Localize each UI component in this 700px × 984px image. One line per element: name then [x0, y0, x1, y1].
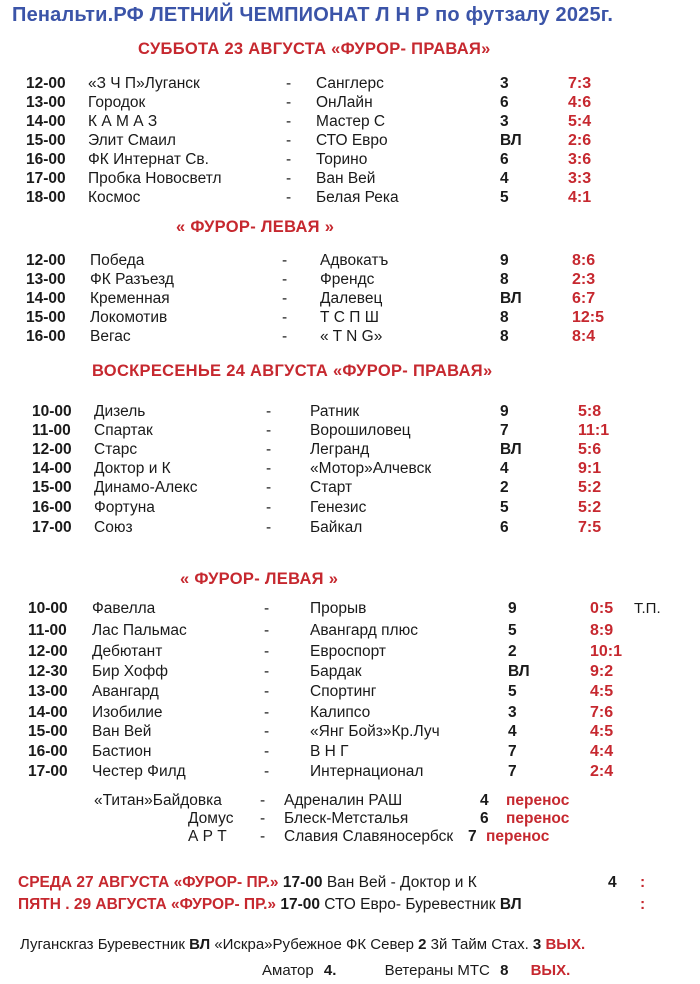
- away-team: Спортинг: [310, 683, 377, 700]
- dash: -: [286, 75, 292, 92]
- home-team: Городок: [88, 94, 146, 111]
- referee: 6: [500, 151, 509, 168]
- referee: ВЛ: [500, 441, 522, 458]
- away-team: В Н Г: [310, 743, 349, 760]
- away-team: Байкал: [310, 519, 363, 536]
- home-team: «З Ч П»Луганск: [88, 75, 200, 92]
- score: 2:6: [568, 132, 592, 149]
- dash: -: [266, 519, 272, 536]
- match-row: [0, 479, 700, 498]
- score: 5:2: [578, 499, 602, 516]
- dash: -: [266, 422, 272, 439]
- match-row: [0, 403, 700, 422]
- home-team: ФК Интернат Св.: [88, 151, 209, 168]
- match-row: [0, 723, 700, 742]
- away-team: Адвокатъ: [320, 252, 389, 269]
- home-team: Фавелла: [92, 600, 156, 617]
- referee: 6: [500, 519, 509, 536]
- match-time: 17-00: [26, 170, 66, 187]
- footer-line: [20, 936, 585, 953]
- home-team: Дизель: [94, 403, 146, 420]
- dash: -: [266, 479, 272, 496]
- score: 9:1: [578, 460, 602, 477]
- home-team: Бир Хофф: [92, 663, 169, 680]
- match-row: [0, 743, 700, 762]
- score: 4:4: [590, 743, 614, 760]
- home-team: Честер Филд: [92, 763, 186, 780]
- dash: -: [282, 328, 288, 345]
- score: 5:6: [578, 441, 602, 458]
- away-team: СТО Евро: [316, 132, 388, 149]
- match-time: 15-00: [26, 309, 66, 326]
- dash: -: [264, 704, 270, 721]
- dash: -: [264, 683, 270, 700]
- home-team: Доктор и К: [94, 460, 171, 477]
- score: 4:5: [590, 723, 614, 740]
- home-team: Старс: [94, 441, 138, 458]
- dash: -: [282, 290, 288, 307]
- dash: -: [286, 151, 292, 168]
- referee: 9: [500, 252, 509, 269]
- dash: -: [264, 743, 270, 760]
- referee: 7: [508, 763, 517, 780]
- footer-status: ВЫХ.: [530, 962, 571, 979]
- match-time: 12-00: [26, 252, 66, 269]
- upcoming-match: [18, 896, 646, 914]
- away-team: «Янг Бойз»Кр.Луч: [310, 723, 440, 740]
- away-team: Санглерс: [316, 75, 384, 92]
- match-time: 13-00: [26, 271, 66, 288]
- referee: 4: [508, 723, 517, 740]
- score: 5:8: [578, 403, 602, 420]
- home-team: Локомотив: [90, 309, 168, 326]
- dash: -: [260, 810, 266, 827]
- score: 4:5: [590, 683, 614, 700]
- upcoming-time: 17-00: [280, 896, 320, 913]
- match-row: [0, 643, 700, 662]
- away-team: Блеск-Метсталья: [284, 810, 409, 827]
- upcoming-time: 17-00: [282, 874, 323, 891]
- score: 2:4: [590, 763, 614, 780]
- referee: 5: [500, 499, 509, 516]
- dash: -: [282, 252, 288, 269]
- score: 3:6: [568, 151, 592, 168]
- match-time: 17-00: [28, 763, 68, 780]
- score: 11:1: [578, 422, 610, 439]
- dash: -: [264, 763, 270, 780]
- referee: 3: [508, 704, 517, 721]
- referee: 8: [500, 328, 509, 345]
- status: перенос: [506, 810, 570, 827]
- referee: 5: [508, 622, 517, 639]
- home-team: ФК Разъезд: [90, 271, 174, 288]
- score: 7:3: [568, 75, 592, 92]
- match-row: [0, 663, 700, 682]
- upcoming-teams: СТО Евро- Буревестник: [324, 896, 496, 913]
- footer-ref: 3: [532, 936, 542, 953]
- score: 10:1: [590, 643, 623, 660]
- score: 9:2: [590, 663, 614, 680]
- match-time: 16-00: [28, 743, 68, 760]
- score: 8:6: [572, 252, 596, 269]
- away-team: Белая Река: [316, 189, 399, 206]
- status: перенос: [506, 792, 570, 809]
- away-team: Ворошиловец: [310, 422, 411, 439]
- match-row: [0, 271, 700, 290]
- match-time: 16-00: [26, 328, 66, 345]
- referee: 7: [508, 743, 517, 760]
- dash: -: [264, 663, 270, 680]
- referee: 3: [500, 113, 509, 130]
- dash: -: [260, 828, 266, 845]
- match-row: [0, 622, 700, 641]
- section-header: СУББОТА 23 АВГУСТА «ФУРОР- ПРАВАЯ»: [138, 40, 491, 58]
- away-team: Славия Славяносербск: [284, 828, 454, 845]
- score-note: Т.П.: [634, 600, 661, 617]
- away-team: Авангард плюс: [310, 622, 418, 639]
- home-team: Бастион: [92, 743, 152, 760]
- match-row: [0, 499, 700, 518]
- home-team: Победа: [90, 252, 145, 269]
- referee: 7: [500, 422, 509, 439]
- match-time: 14-00: [28, 704, 68, 721]
- referee: ВЛ: [508, 663, 530, 680]
- score: 3:3: [568, 170, 592, 187]
- away-team: Евроспорт: [310, 643, 386, 660]
- match-row: [0, 763, 700, 782]
- match-row: [0, 309, 700, 328]
- match-time: 10-00: [32, 403, 72, 420]
- footer-line: [262, 962, 570, 979]
- match-row: [0, 75, 700, 94]
- match-time: 12-30: [28, 663, 68, 680]
- home-team: Дебютант: [92, 643, 163, 660]
- match-row: [0, 189, 700, 208]
- match-row: [0, 132, 700, 151]
- match-row: [0, 600, 700, 619]
- home-team: Союз: [94, 519, 133, 536]
- away-team: Прорыв: [310, 600, 367, 617]
- footer-team: Ветераны МТС: [384, 962, 490, 979]
- match-time: 11-00: [28, 622, 67, 639]
- away-team: Мастер С: [316, 113, 386, 130]
- footer-ref: 2: [418, 936, 427, 953]
- match-time: 12-00: [28, 643, 68, 660]
- match-row: [0, 422, 700, 441]
- referee: ВЛ: [500, 290, 522, 307]
- dash: -: [286, 189, 292, 206]
- match-time: 16-00: [32, 499, 72, 516]
- score: 8:9: [590, 622, 614, 639]
- away-team: ОнЛайн: [316, 94, 373, 111]
- dash: -: [264, 723, 270, 740]
- footer-team: «Искра»Рубежное ФК Север: [214, 936, 414, 953]
- away-team: Ван Вей: [316, 170, 376, 187]
- away-team: Далевец: [320, 290, 383, 307]
- referee: 7: [468, 828, 477, 845]
- away-team: Калипсо: [310, 704, 371, 721]
- score: 4:6: [568, 94, 592, 111]
- away-team: Френдс: [320, 271, 375, 288]
- score: 5:2: [578, 479, 602, 496]
- footer-team: Аматор: [262, 962, 314, 979]
- score: 4:1: [568, 189, 592, 206]
- home-team: Спартак: [94, 422, 153, 439]
- referee: 5: [508, 683, 517, 700]
- footer-team: 3й Тайм Стах.: [430, 936, 529, 953]
- match-time: 14-00: [26, 290, 66, 307]
- upcoming-day: СРЕДА 27 АВГУСТА «ФУРОР- ПР.»: [18, 874, 279, 891]
- upcoming-teams: Ван Вей - Доктор и К: [326, 874, 477, 891]
- home-team: А Р Т: [188, 828, 227, 845]
- match-time: 11-00: [32, 422, 71, 439]
- match-row: [0, 252, 700, 271]
- footer-team: Луганскгаз Буревестник: [20, 936, 185, 953]
- home-team: Космос: [88, 189, 141, 206]
- match-row: [0, 94, 700, 113]
- match-row: [0, 704, 700, 723]
- score: 2:3: [572, 271, 596, 288]
- score: 12:5: [572, 309, 605, 326]
- referee: 2: [508, 643, 517, 660]
- match-time: 16-00: [26, 151, 66, 168]
- match-time: 14-00: [32, 460, 72, 477]
- home-team: Кременная: [90, 290, 170, 307]
- referee: 5: [500, 189, 509, 206]
- dash: -: [286, 132, 292, 149]
- home-team: Пробка Новосветл: [88, 170, 222, 187]
- match-row: [0, 328, 700, 347]
- score: 6:7: [572, 290, 596, 307]
- home-team: Авангард: [92, 683, 159, 700]
- home-team: Динамо-Алекс: [94, 479, 198, 496]
- home-team: Лас Пальмас: [92, 622, 187, 639]
- away-team: Торино: [316, 151, 368, 168]
- match-time: 17-00: [32, 519, 72, 536]
- match-row: [0, 151, 700, 170]
- referee: 9: [508, 600, 517, 617]
- match-time: 15-00: [28, 723, 68, 740]
- section-header: ВОСКРЕСЕНЬЕ 24 АВГУСТА «ФУРОР- ПРАВАЯ»: [92, 362, 493, 380]
- referee: 8: [500, 309, 509, 326]
- match-row: [0, 460, 700, 479]
- dash: -: [260, 792, 266, 809]
- score: 7:6: [590, 704, 614, 721]
- upcoming-colon: :: [640, 874, 646, 891]
- match-time: 12-00: [26, 75, 66, 92]
- match-time: 15-00: [32, 479, 72, 496]
- dash: -: [264, 622, 270, 639]
- match-time: 15-00: [26, 132, 66, 149]
- match-time: 13-00: [28, 683, 68, 700]
- referee: 6: [480, 810, 489, 827]
- dash: -: [264, 643, 270, 660]
- match-row: [0, 170, 700, 189]
- upcoming-referee: 4: [608, 874, 617, 891]
- dash: -: [266, 441, 272, 458]
- referee: 4: [500, 170, 509, 187]
- dash: -: [282, 309, 288, 326]
- footer-ref: ВЛ: [189, 936, 211, 953]
- referee: 4: [480, 792, 489, 809]
- section-header: « ФУРОР- ЛЕВАЯ »: [176, 218, 335, 236]
- section-header: « ФУРОР- ЛЕВАЯ »: [180, 570, 339, 588]
- upcoming-match: [18, 874, 646, 892]
- home-team: Ван Вей: [92, 723, 152, 740]
- referee: 6: [500, 94, 509, 111]
- away-team: Легранд: [310, 441, 370, 458]
- match-row: [0, 441, 700, 460]
- footer-status: ВЫХ.: [545, 936, 586, 953]
- dash: -: [266, 499, 272, 516]
- score: 8:4: [572, 328, 596, 345]
- match-time: 14-00: [26, 113, 66, 130]
- referee: 4: [500, 460, 509, 477]
- away-team: Старт: [310, 479, 353, 496]
- referee: 9: [500, 403, 509, 420]
- home-team: Фортуна: [94, 499, 155, 516]
- match-time: 18-00: [26, 189, 66, 206]
- match-row: [0, 290, 700, 309]
- score: 0:5: [590, 600, 614, 617]
- footer-ref: 4.: [323, 962, 337, 979]
- home-team: «Титан»Байдовка: [94, 792, 222, 809]
- match-row: [0, 519, 700, 538]
- away-team: Интернационал: [310, 763, 424, 780]
- home-team: К А М А З: [88, 113, 158, 130]
- away-team: Бардак: [310, 663, 362, 680]
- match-time: 10-00: [28, 600, 68, 617]
- dash: -: [266, 403, 272, 420]
- dash: -: [264, 600, 270, 617]
- referee: ВЛ: [500, 132, 522, 149]
- dash: -: [286, 94, 292, 111]
- home-team: Домус: [188, 810, 234, 827]
- away-team: Ратник: [310, 403, 360, 420]
- away-team: Т С П Ш: [320, 309, 379, 326]
- away-team: Адреналин РАШ: [284, 792, 403, 809]
- dash: -: [286, 113, 292, 130]
- match-time: 12-00: [32, 441, 72, 458]
- match-time: 13-00: [26, 94, 66, 111]
- dash: -: [286, 170, 292, 187]
- footer-ref: 8: [500, 962, 509, 979]
- upcoming-referee: ВЛ: [499, 896, 522, 913]
- upcoming-colon: :: [640, 896, 646, 913]
- away-team: «Мотор»Алчевск: [310, 460, 432, 477]
- home-team: Элит Смаил: [88, 132, 176, 149]
- referee: 2: [500, 479, 509, 496]
- page-title: Пенальти.РФ ЛЕТНИЙ ЧЕМПИОНАТ Л Н Р по футзалу 2025г.: [12, 4, 614, 26]
- dash: -: [266, 460, 272, 477]
- upcoming-day: ПЯТН . 29 АВГУСТА «ФУРОР- ПР.»: [18, 896, 277, 913]
- referee: 3: [500, 75, 509, 92]
- home-team: Вегас: [90, 328, 131, 345]
- score: 7:5: [578, 519, 602, 536]
- away-team: Генезис: [310, 499, 367, 516]
- away-team: « T N G»: [320, 328, 383, 345]
- referee: 8: [500, 271, 509, 288]
- dash: -: [282, 271, 288, 288]
- match-row: [0, 683, 700, 702]
- score: 5:4: [568, 113, 592, 130]
- match-row: [0, 113, 700, 132]
- status: перенос: [486, 828, 550, 845]
- home-team: Изобилие: [92, 704, 163, 721]
